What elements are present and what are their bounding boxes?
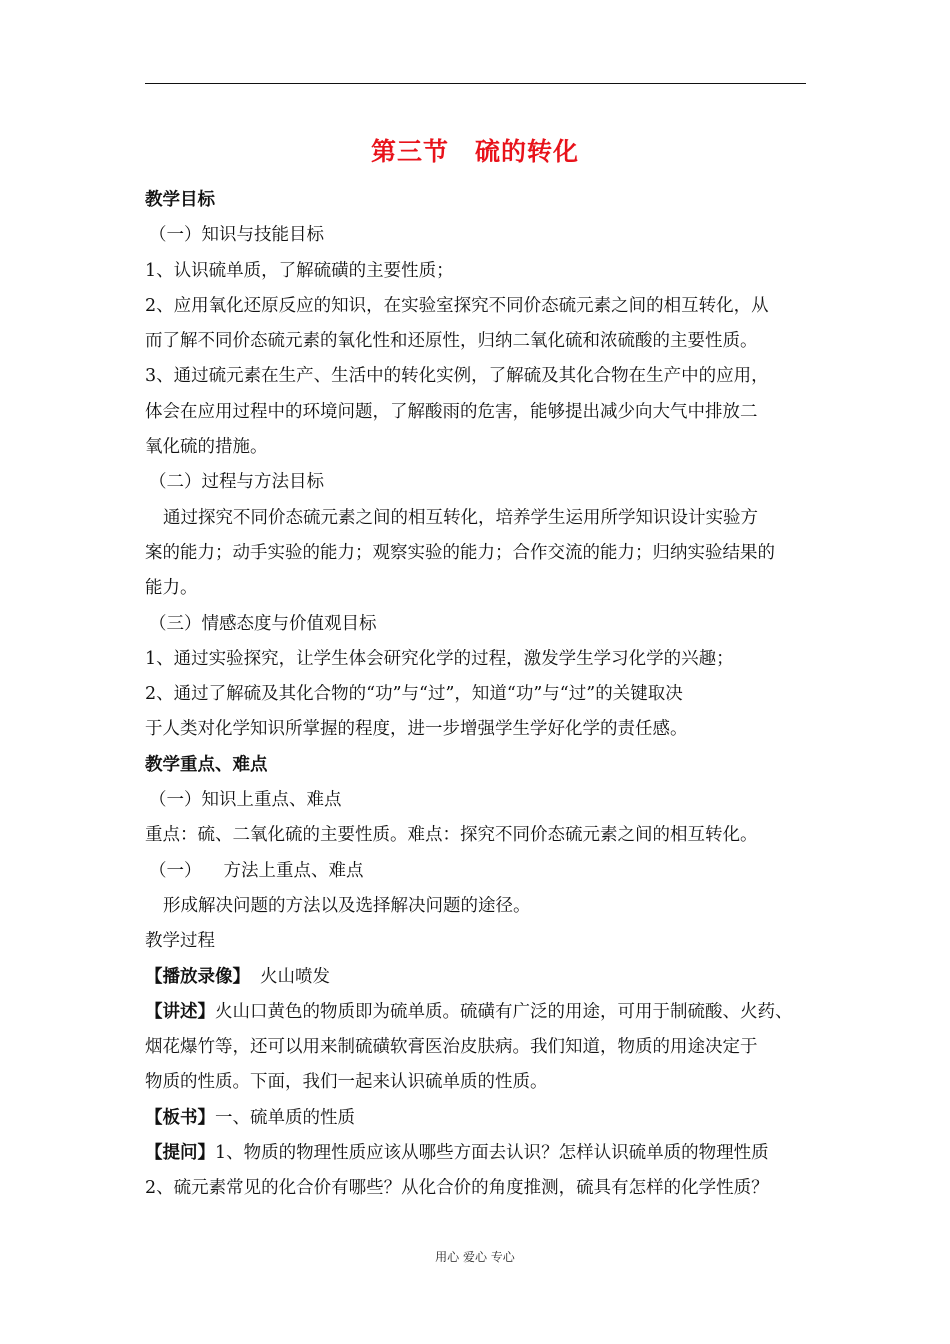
segment-video bbox=[145, 960, 810, 995]
subheading-number: （一） bbox=[149, 860, 202, 881]
paragraph-line: 1、通过实验探究，让学生体会研究化学的过程，激发学生学习化学的兴趣； bbox=[145, 648, 734, 669]
paragraph-line: 形成解决问题的方法以及选择解决问题的途径。 bbox=[163, 895, 531, 916]
paragraph-line: 物质的性质。下面，我们一起来认识硫单质的性质。 bbox=[145, 1072, 548, 1093]
subheading-text: 方法上重点、难点 bbox=[223, 860, 364, 881]
segment-text: 一、硫单质的性质 bbox=[215, 1107, 355, 1128]
paragraph-line: 重点：硫、二氧化硫的主要性质。难点：探究不同价态硫元素之间的相互转化。 bbox=[145, 825, 758, 846]
segment-text: 火山口黄色的物质即为硫单质。硫磺有广泛的用途，可用于制硫酸、火药、 bbox=[215, 1001, 793, 1022]
title-section: 第三节 bbox=[370, 137, 449, 166]
paragraph-line: 案的能力；动手实验的能力；观察实验的能力；合作交流的能力；归纳实验结果的 bbox=[145, 542, 775, 563]
header-rule bbox=[145, 83, 806, 84]
paragraph-line: 于人类对化学知识所掌握的程度，进一步增强学生学好化学的责任感。 bbox=[145, 719, 688, 740]
segment-board bbox=[145, 1101, 810, 1136]
subheading-process-methods: （二）过程与方法目标 bbox=[149, 472, 324, 493]
page-title bbox=[0, 132, 950, 168]
paragraph-line: 烟花爆竹等，还可以用来制硫磺软膏医治皮肤病。我们知道，物质的用途决定于 bbox=[145, 1037, 758, 1058]
subheading-knowledge-skills: （一）知识与技能目标 bbox=[149, 225, 324, 246]
paragraph-line: 2、应用氧化还原反应的知识，在实验室探究不同价态硫元素之间的相互转化，从 bbox=[145, 295, 769, 316]
segment-text: 火山喷发 bbox=[260, 966, 330, 987]
paragraph-line: 体会在应用过程中的环境问题，了解酸雨的危害，能够提出减少向大气中排放二 bbox=[145, 401, 758, 422]
tag-lecture: 【讲述】 bbox=[145, 1001, 215, 1022]
subheading-knowledge-key-points: （一）知识上重点、难点 bbox=[149, 790, 342, 811]
heading-teaching-goals: 教学目标 bbox=[145, 190, 215, 210]
paragraph-line: 2、通过了解硫及其化合物的“功”与“过”，知道“功”与“过”的关键取决 bbox=[145, 684, 683, 705]
document-body bbox=[145, 183, 810, 1207]
heading-key-points: 教学重点、难点 bbox=[145, 754, 268, 775]
segment-text: 1、物质的物理性质应该从哪些方面去认识？怎样认识硫单质的物理性质 bbox=[215, 1143, 769, 1164]
paragraph-line: 通过探究不同价态硫元素之间的相互转化，培养学生运用所学知识设计实验方 bbox=[163, 507, 758, 528]
paragraph-line: 能力。 bbox=[145, 578, 198, 599]
paragraph-line: 3、通过硫元素在生产、生活中的转化实例，了解硫及其化合物在生产中的应用， bbox=[145, 366, 769, 387]
subheading-attitude-values: （三）情感态度与价值观目标 bbox=[149, 613, 377, 634]
segment-question bbox=[145, 1136, 810, 1171]
tag-question: 【提问】 bbox=[145, 1143, 215, 1164]
tag-board: 【板书】 bbox=[145, 1107, 215, 1128]
paragraph-line: 1、认识硫单质，了解硫磺的主要性质； bbox=[145, 260, 454, 281]
tag-play-video: 【播放录像】 bbox=[145, 966, 250, 987]
heading-teaching-process: 教学过程 bbox=[145, 931, 215, 952]
title-topic: 硫的转化 bbox=[475, 137, 580, 166]
paragraph-line: 氧化硫的措施。 bbox=[145, 437, 268, 458]
subheading-method-key-points bbox=[145, 854, 810, 889]
segment-lecture bbox=[145, 995, 810, 1030]
page-footer: 用心 爱心 专心 bbox=[435, 1250, 515, 1264]
paragraph-line: 2、硫元素常见的化合价有哪些？从化合价的角度推测，硫具有怎样的化学性质？ bbox=[145, 1178, 769, 1199]
paragraph-line: 而了解不同价态硫元素的氧化性和还原性，归纳二氧化硫和浓硫酸的主要性质。 bbox=[145, 331, 758, 352]
